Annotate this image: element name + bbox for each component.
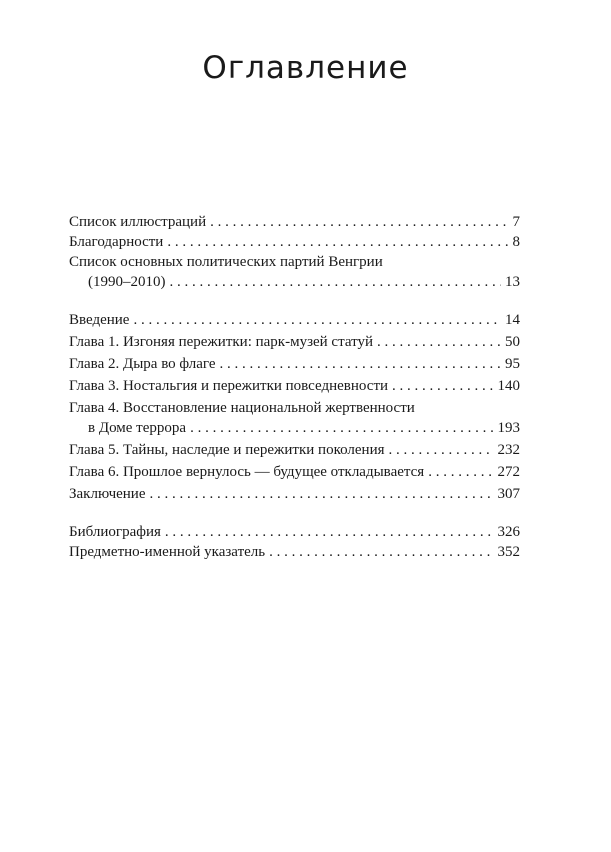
dot-leader — [210, 212, 508, 232]
toc-entry-label: Введение — [69, 312, 130, 328]
toc-entry-label: Заключение — [69, 486, 146, 502]
toc-entry-page: 95 — [505, 356, 520, 372]
toc-entry-label-line1: Глава 4. Восстановление национальной жертвенности — [69, 400, 415, 416]
dot-leader — [165, 522, 494, 542]
toc-entry-page: 193 — [497, 420, 520, 436]
toc-entry-chapter-5[interactable] — [69, 440, 520, 460]
toc-entry-label: Предметно-именной указатель — [69, 544, 266, 560]
toc-entry-chapter-1[interactable] — [69, 332, 520, 352]
toc-entry-label: Глава 1. Изгоняя пережитки: парк-музей статуй — [69, 334, 373, 350]
toc-entry-label: Глава 6. Прошлое вернулось — будущее откладывается — [69, 464, 425, 480]
toc-entry-label-line2: в Доме террора — [88, 420, 187, 436]
dot-leader — [190, 418, 493, 438]
toc-entry-page: 13 — [505, 274, 520, 290]
toc-entry-label-line1: Список основных политических партий Венгрии — [69, 254, 383, 270]
page-title: Оглавление — [202, 50, 409, 86]
toc-entry-label: Глава 5. Тайны, наследие и пережитки поколения — [69, 442, 385, 458]
toc-entry-page: 8 — [512, 234, 520, 250]
toc-entry-page: 272 — [497, 464, 520, 480]
toc-entry-illustrations[interactable] — [69, 212, 520, 232]
toc-entry-chapter-2[interactable] — [69, 354, 520, 374]
toc-entry-page: 50 — [505, 334, 520, 350]
dot-leader — [167, 232, 508, 252]
toc-entry-label: Глава 2. Дыра во флаге — [69, 356, 216, 372]
toc-entry-bibliography[interactable] — [69, 522, 520, 542]
table-of-contents — [69, 212, 520, 562]
toc-entry-label: Благодарности — [69, 234, 164, 250]
toc-entry-page: 352 — [497, 544, 520, 560]
toc-entry-label-line2: (1990–2010) — [88, 274, 166, 290]
toc-entry-label: Список иллюстраций — [69, 214, 207, 230]
dot-leader — [150, 484, 494, 504]
toc-entry-label: Глава 3. Ностальгия и пережитки повседневности — [69, 378, 389, 394]
dot-leader — [170, 272, 502, 292]
dot-leader — [133, 310, 501, 330]
group-spacer — [69, 292, 520, 310]
toc-entry-page: 140 — [497, 378, 520, 394]
dot-leader — [392, 376, 493, 396]
dot-leader — [269, 542, 493, 562]
toc-entry-page: 326 — [497, 524, 520, 540]
toc-entry-introduction[interactable] — [69, 310, 520, 330]
toc-entry-parties[interactable] — [69, 252, 520, 292]
toc-entry-label: Библиография — [69, 524, 161, 540]
toc-entry-page: 232 — [497, 442, 520, 458]
toc-entry-index[interactable] — [69, 542, 520, 562]
toc-entry-chapter-3[interactable] — [69, 376, 520, 396]
dot-leader — [428, 462, 493, 482]
toc-entry-page: 307 — [497, 486, 520, 502]
toc-entry-chapter-4[interactable] — [69, 398, 520, 438]
toc-entry-chapter-6[interactable] — [69, 462, 520, 482]
toc-entry-acknowledgements[interactable] — [69, 232, 520, 252]
toc-entry-conclusion[interactable] — [69, 484, 520, 504]
dot-leader — [377, 332, 501, 352]
group-spacer — [69, 504, 520, 522]
dot-leader — [220, 354, 501, 374]
dot-leader — [389, 440, 494, 460]
toc-entry-page: 7 — [512, 214, 520, 230]
toc-entry-page: 14 — [505, 312, 520, 328]
